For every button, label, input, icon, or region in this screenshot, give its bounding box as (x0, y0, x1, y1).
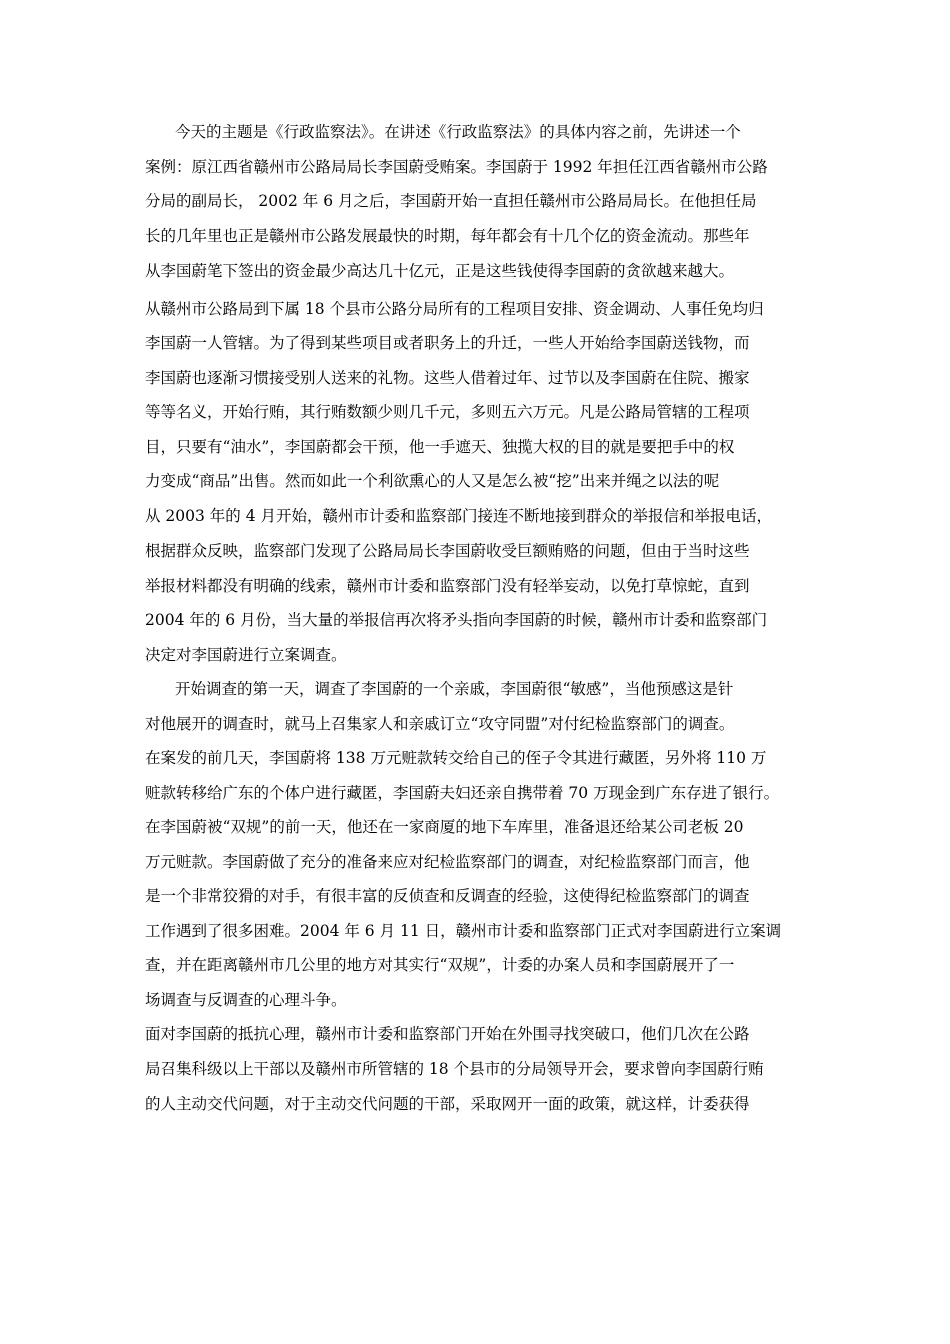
text-line: 长的几年里也正是赣州市公路发展最快的时期，每年都会有十几个亿的资金流动。那些年 (145, 227, 750, 245)
text-line: 从 2003 年的 4 月开始，赣州市计委和监察部门接连不断地接到群众的举报信和举报电话， (145, 507, 773, 525)
text-line: 从赣州市公路局到下属 18 个县市公路分局所有的工程项目安排、资金调动、人事任免均归 (145, 300, 764, 318)
text-line: 局召集科级以上干部以及赣州市所管辖的 18 个县市的分局领导开会，要求曾向李国蔚行贿 (145, 1060, 764, 1078)
text-line: 工作遇到了很多困难。2004 年 6 月 11 日，赣州市计委和监察部门正式对李国蔚进行立案调 (145, 922, 782, 940)
text-line: 面对李国蔚的抵抗心理，赣州市计委和监察部门开始在外围寻找突破口，他们几次在公路 (145, 1025, 750, 1043)
text-line: 目，只要有“油水”，李国蔚都会干预，他一手遮天、独揽大权的目的就是要把手中的权 (145, 438, 735, 456)
text-line: 分局的副局长， 2002 年 6 月之后，李国蔚开始一直担任赣州市公路局局长。在他担任局 (145, 192, 757, 210)
text-line: 从李国蔚笔下签出的资金最少高达几十亿元，正是这些钱使得李国蔚的贪欲越来越大。 (145, 262, 735, 280)
text-line: 今天的主题是《行政监察法》。在讲述《行政监察法》的具体内容之前，先讲述一个 (175, 123, 741, 141)
text-line: 赃款转移给广东的个体户进行藏匿，李国蔚夫妇还亲自携带着 70 万现金到广东存进了银行。 (145, 784, 780, 802)
text-line: 等等名义，开始行贿，其行贿数额少则几千元，多则五六万元。凡是公路局管辖的工程项 (145, 403, 750, 421)
text-line: 场调查与反调查的心理斗争。 (145, 991, 347, 1009)
text-line: 李国蔚一人管辖。为了得到某些项目或者职务上的升迁，一些人开始给李国蔚送钱物，而 (145, 334, 750, 352)
text-line: 万元赃款。李国蔚做了充分的准备来应对纪检监察部门的调查，对纪检监察部门而言，他 (145, 853, 750, 871)
text-line: 是一个非常狡猾的对手，有很丰富的反侦查和反调查的经验，这使得纪检监察部门的调查 (145, 887, 750, 905)
text-line: 根据群众反映，监察部门发现了公路局局长李国蔚收受巨额贿赂的问题，但由于当时这些 (145, 542, 750, 560)
text-line: 查，并在距离赣州市几公里的地方对其实行“双规”，计委的办案人员和李国蔚展开了一 (145, 956, 735, 974)
text-line: 在李国蔚被“双规”的前一天，他还在一家商厦的地下车库里，准备退还给某公司老板 20 (145, 818, 744, 836)
text-line: 力变成“商品”出售。然而如此一个利欲熏心的人又是怎么被“挖”出来并绳之以法的呢 (145, 472, 720, 490)
text-line: 2004 年的 6 月份，当大量的举报信再次将矛头指向李国蔚的时候，赣州市计委和监察部门 (145, 611, 768, 629)
text-line: 决定对李国蔚进行立案调查。 (145, 646, 347, 664)
text-line: 案例：原江西省赣州市公路局局长李国蔚受贿案。李国蔚于 1992 年担任江西省赣州市公路 (145, 158, 768, 176)
text-line: 的人主动交代问题，对于主动交代问题的干部，采取网开一面的政策，就这样，计委获得 (145, 1095, 750, 1113)
text-line: 开始调查的第一天，调查了李国蔚的一个亲戚，李国蔚很“敏感”，当他预感这是针 (175, 680, 734, 698)
text-line: 对他展开的调查时，就马上召集家人和亲戚订立“攻守同盟”对付纪检监察部门的调查。 (145, 715, 735, 733)
text-line: 举报材料都没有明确的线索，赣州市计委和监察部门没有轻举妄动，以免打草惊蛇，直到 (145, 577, 750, 595)
text-line: 李国蔚也逐渐习惯接受别人送来的礼物。这些人借着过年、过节以及李国蔚在住院、搬家 (145, 369, 750, 387)
text-line: 在案发的前几天，李国蔚将 138 万元赃款转交给自己的侄子令其进行藏匿，另外将 110 万 (145, 749, 767, 767)
